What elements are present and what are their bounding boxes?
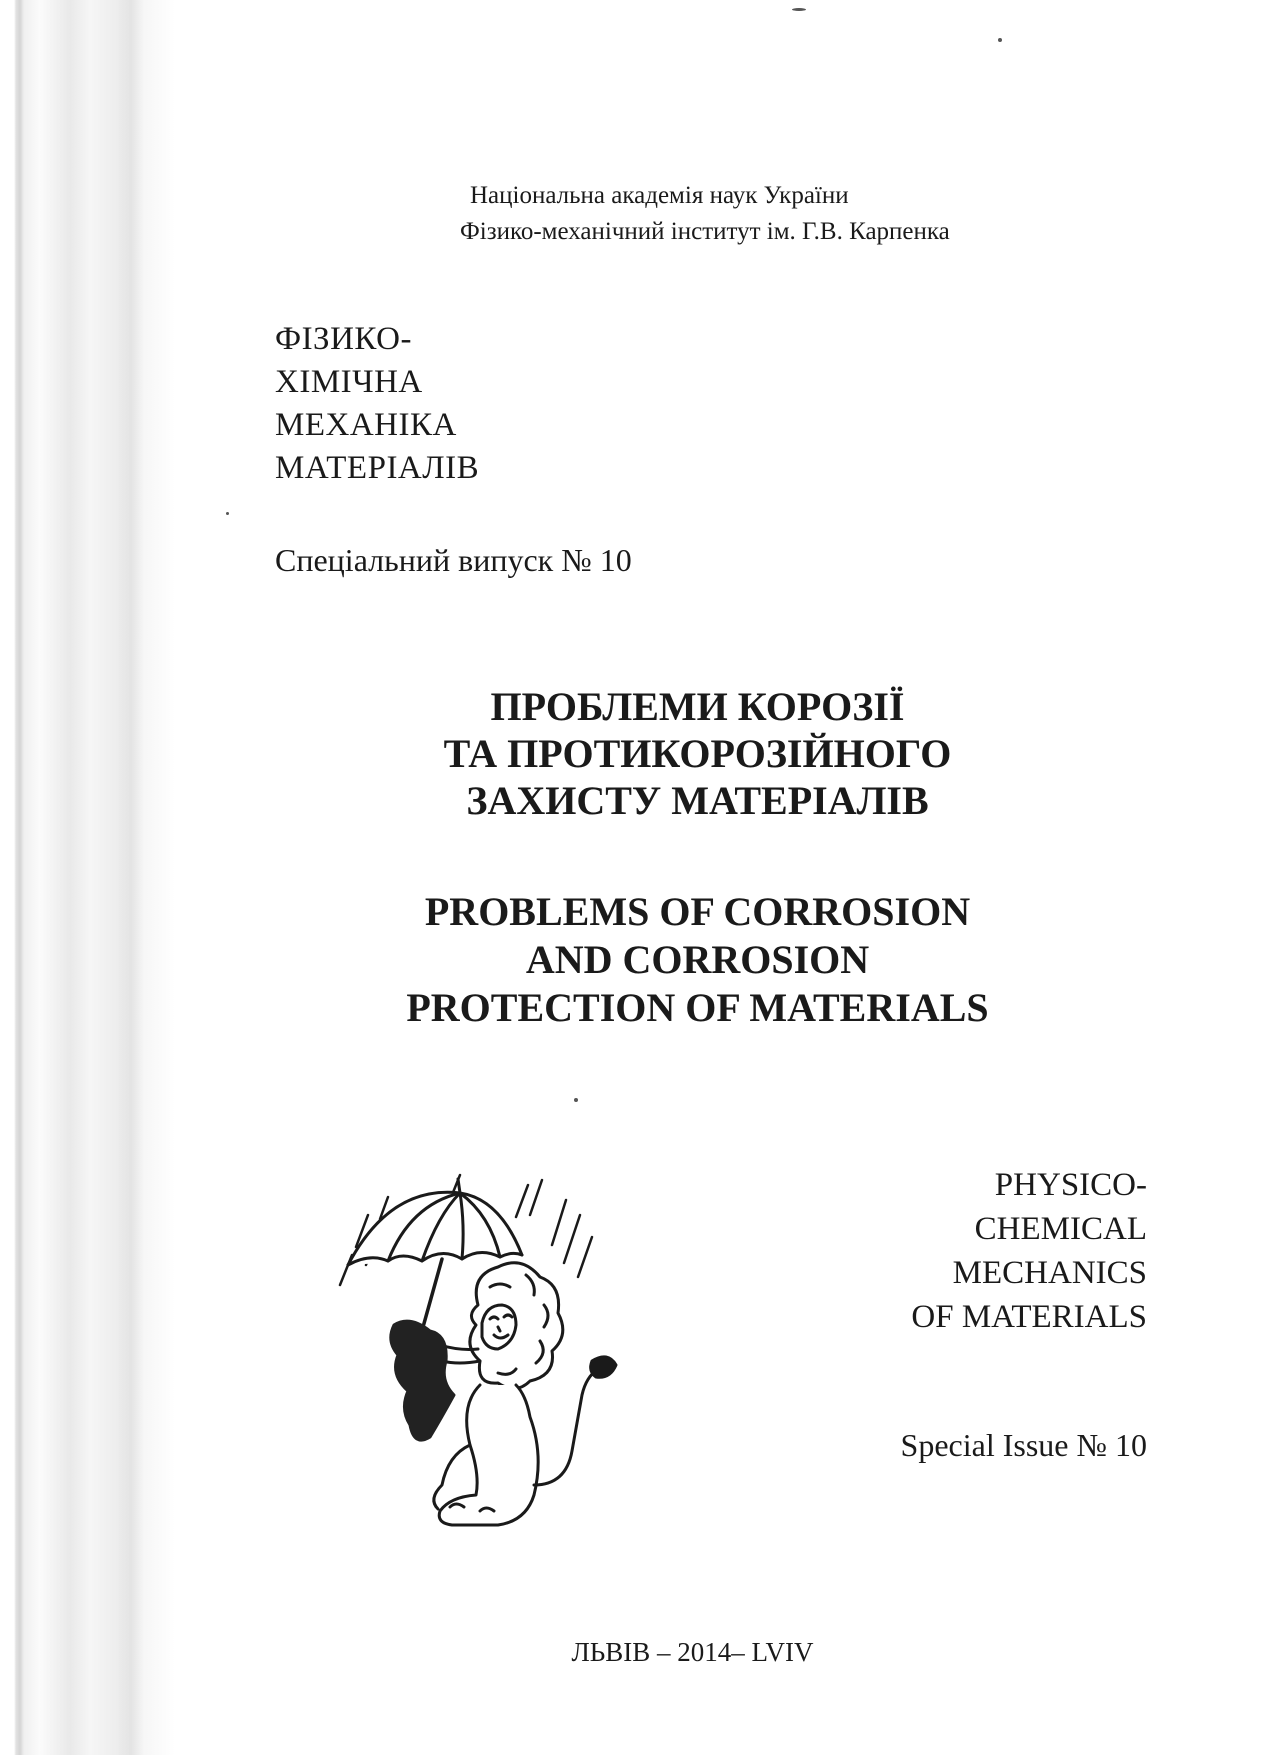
title-ua-line: ЗАХИСТУ МАТЕРІАЛІВ — [466, 778, 929, 823]
publisher-block — [0, 178, 1275, 250]
title-en-line: AND CORROSION — [525, 937, 870, 982]
journal-name-en — [911, 1163, 1147, 1339]
journal-en-line: CHEMICAL — [974, 1211, 1147, 1247]
shadow-patch — [391, 1321, 454, 1440]
scan-speck — [792, 8, 806, 11]
journal-ua-line: ХІМІЧНА — [275, 364, 423, 400]
city-year-line: ЛЬВІВ – 2014– LVIV — [571, 1637, 814, 1667]
journal-en-line: MECHANICS — [952, 1255, 1147, 1291]
journal-ua-line: ФІЗИКО- — [275, 321, 412, 357]
scan-speck — [998, 38, 1002, 42]
scan-binding-shadow — [0, 0, 175, 1755]
journal-en-line: OF MATERIALS — [911, 1299, 1147, 1335]
title-en-line: PROTECTION OF MATERIALS — [406, 985, 989, 1030]
scan-binding-streak — [118, 0, 144, 1755]
issue-title-ua — [0, 683, 1275, 824]
lion-with-umbrella-in-rain-icon — [330, 1155, 660, 1545]
special-issue-ua: Спеціальний випуск № 10 — [275, 542, 632, 578]
journal-en-line: PHYSICO- — [994, 1167, 1147, 1203]
title-ua-line: ПРОБЛЕМИ КОРОЗІЇ — [490, 684, 905, 729]
publisher-academy: Національна академія наук України — [470, 182, 849, 209]
publisher-institute: Фізико-механічний інститут ім. Г.В. Карпенка — [460, 218, 950, 245]
scan-speck — [226, 512, 229, 515]
title-en-line: PROBLEMS OF CORROSION — [424, 889, 971, 934]
title-ua-line: ТА ПРОТИКОРОЗІЙНОГО — [443, 731, 952, 776]
scan-speck — [574, 1098, 578, 1102]
special-issue-en: Special Issue № 10 — [900, 1427, 1147, 1463]
journal-name-ua — [275, 318, 479, 490]
journal-ua-line: МЕХАНІКА — [275, 407, 457, 443]
journal-ua-line: МАТЕРІАЛІВ — [275, 450, 480, 486]
issue-title-en — [0, 888, 1275, 1032]
